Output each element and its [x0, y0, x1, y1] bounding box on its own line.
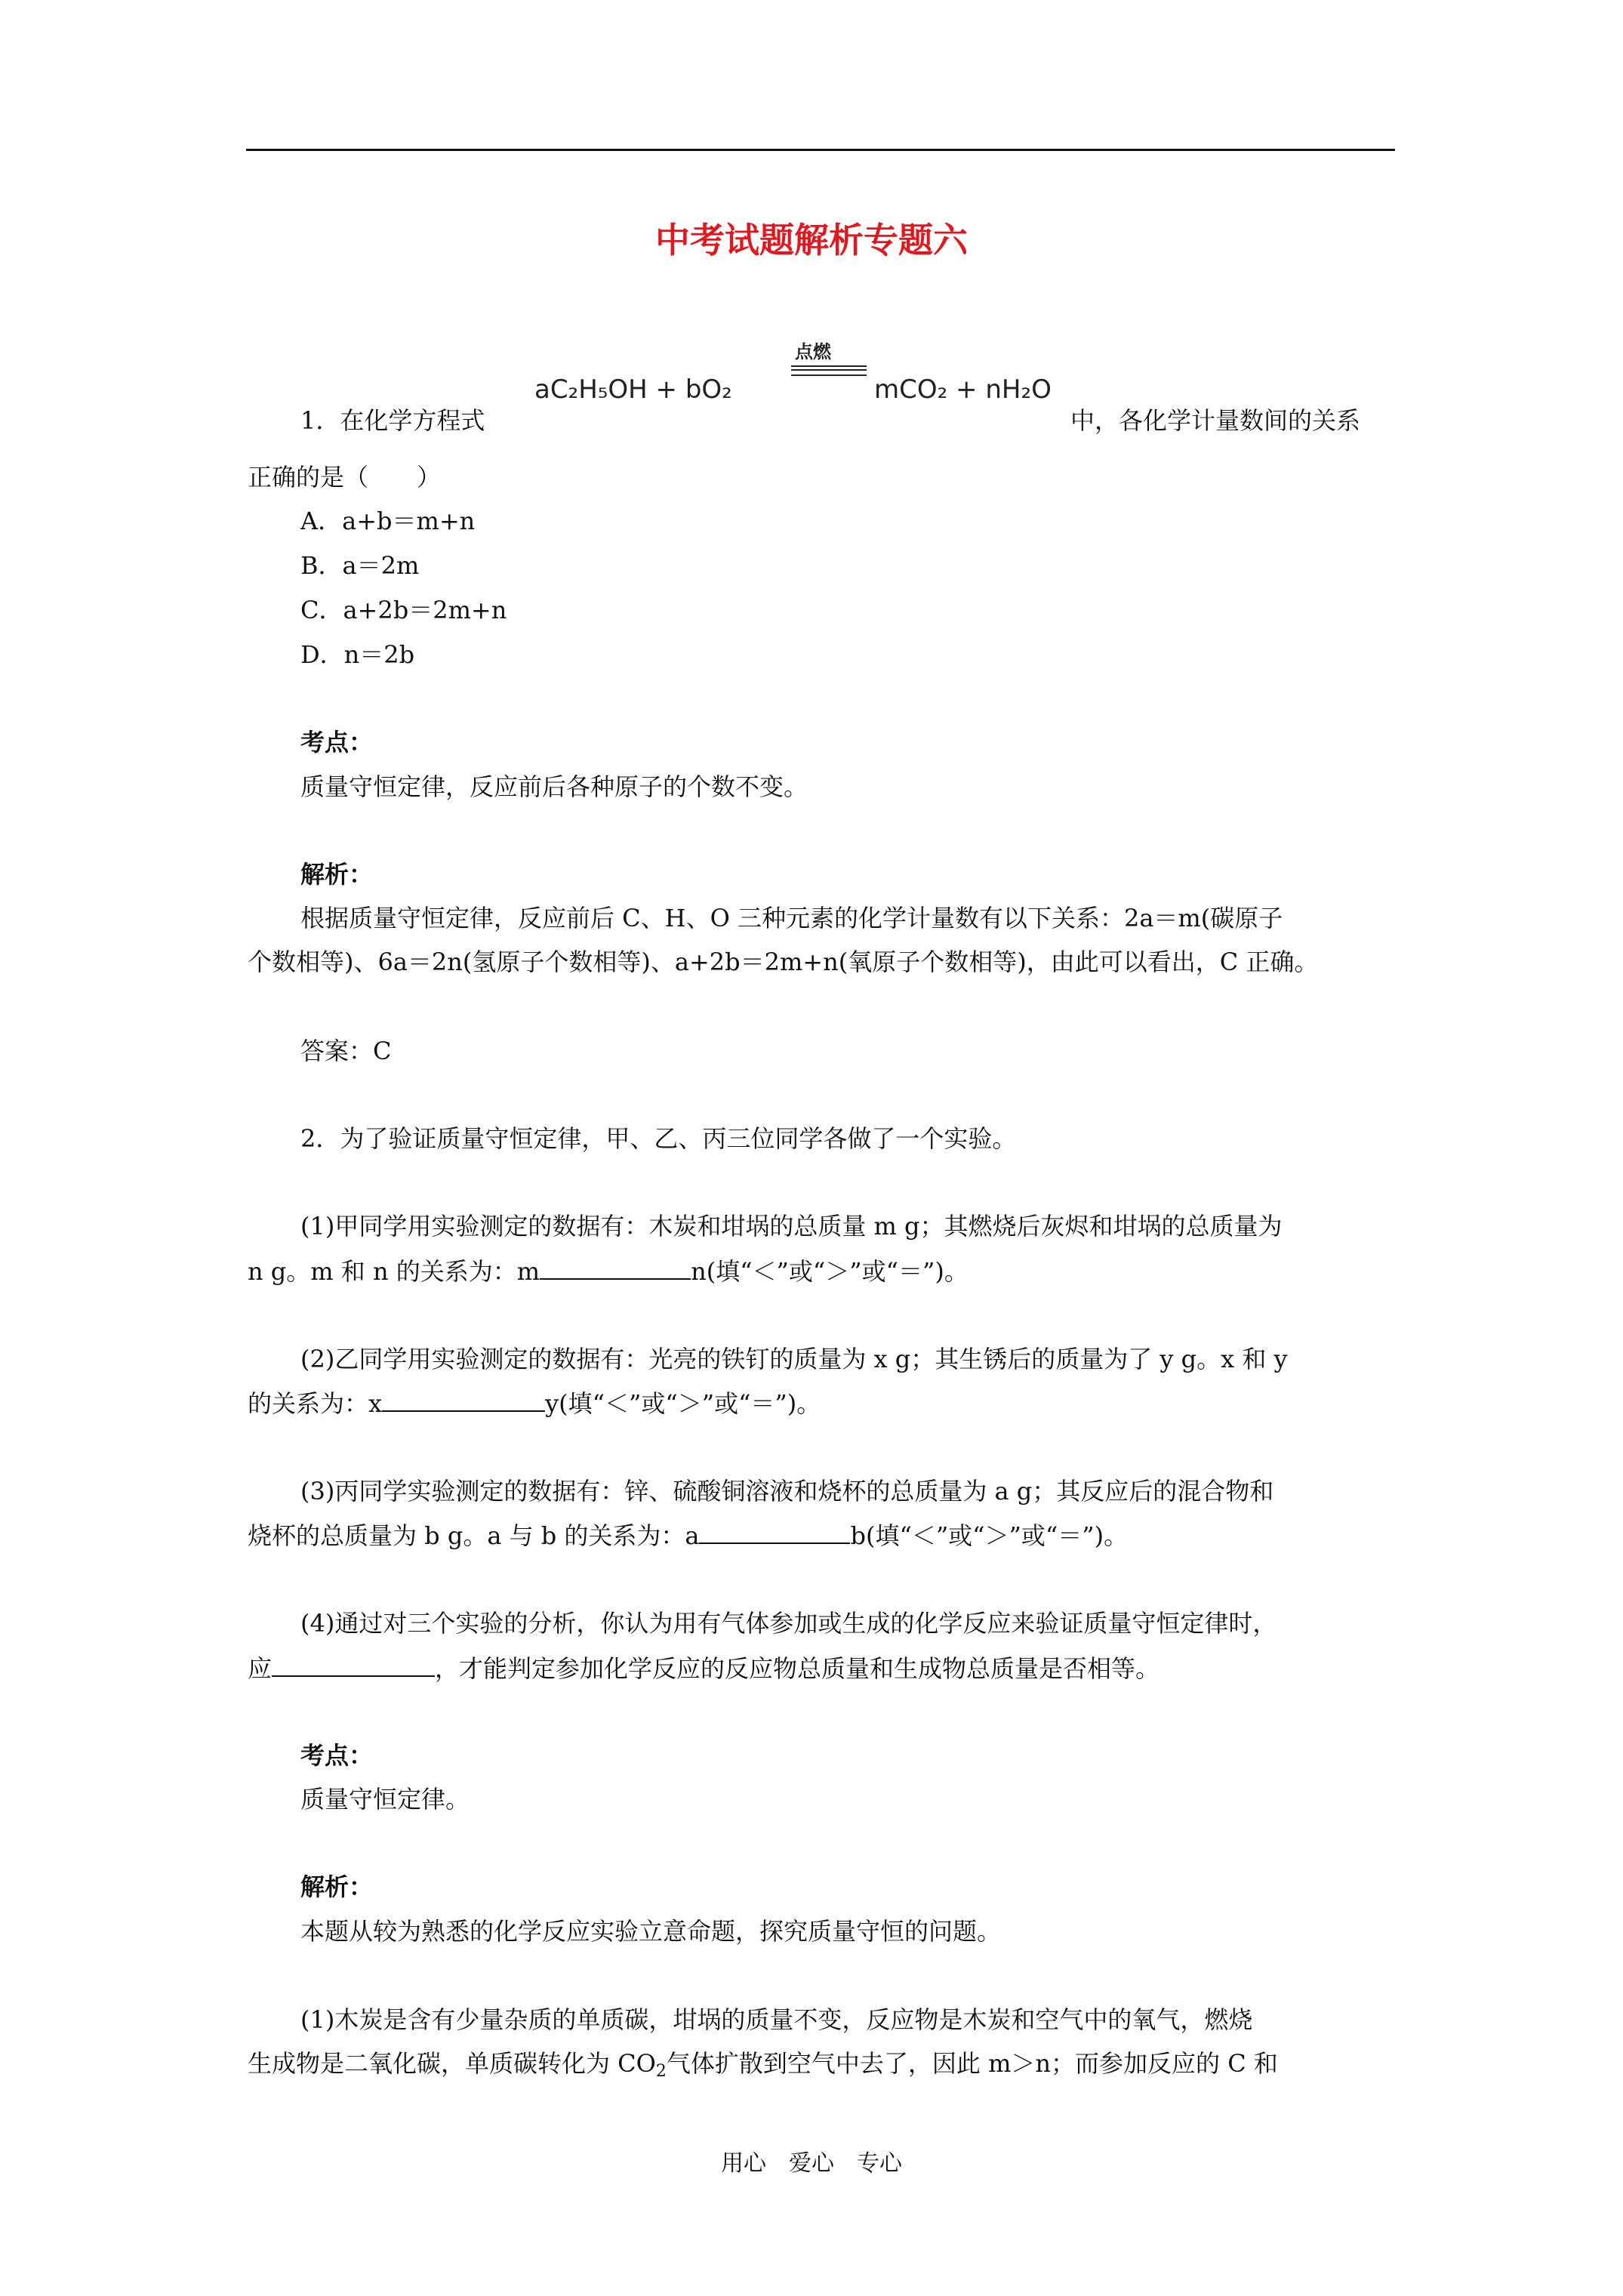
q1-option-c: C．a+2b＝2m+n [300, 596, 507, 624]
q1-option-a: A．a+b＝m+n [300, 507, 476, 535]
q1-jiexi-line2: 个数相等)、6a＝2n(氢原子个数相等)、a+2b＝2m+n(氧原子个数相等)，由此可以看出，C 正确。 [248, 948, 1319, 976]
q2-part3-line2 [248, 1520, 1128, 1551]
q1-answer: 答案：C [300, 1037, 392, 1065]
q1-kaodian-text: 质量守恒定律，反应前后各种原子的个数不变。 [300, 772, 808, 801]
q2-part2-text-b: y(填“＜”或“＞”或“＝”)。 [545, 1389, 821, 1418]
q2-part2-text-a: 的关系为：x [248, 1389, 383, 1418]
q1-option-b: B．a＝2m [300, 551, 420, 580]
equation-right: mCO₂ + nH₂O [874, 374, 1052, 405]
q2-part2-blank[interactable] [382, 1388, 545, 1412]
q1-tail: 中，各化学计量数间的关系 [1070, 406, 1361, 435]
q2-part4-text-a: 应 [248, 1654, 273, 1683]
q1-option-d: D．n＝2b [300, 640, 415, 669]
page-title: 中考试题解析专题六 [655, 220, 968, 260]
q2-analysis-1-line2 [248, 2048, 1278, 2087]
page-footer: 用心 爱心 专心 [721, 2150, 902, 2177]
equation-equals-sign [791, 365, 867, 376]
q2-stem: 2．为了验证质量守恒定律，甲、乙、丙三位同学各做了一个实验。 [300, 1124, 1017, 1153]
q2-part3-text-a: 烧杯的总质量为 b g。a 与 b 的关系为：a [248, 1521, 700, 1550]
co2-subscript: 2 [655, 2062, 667, 2081]
q2-part2-line1: (2)乙同学用实验测定的数据有：光亮的铁钉的质量为 x g；其生锈后的质量为了 y g。x 和 y [300, 1345, 1288, 1373]
q2-part1-text-a: n g。m 和 n 的关系为：m [248, 1257, 540, 1286]
equation-condition: 点燃 [795, 341, 831, 362]
q2-part1-text-b: n(填“＜”或“＞”或“＝”)。 [691, 1257, 969, 1286]
q1-kaodian-label: 考点： [300, 728, 374, 757]
q2-part3-line1: (3)丙同学实验测定的数据有：锌、硫酸铜溶液和烧杯的总质量为 a g；其反应后的混合物和 [300, 1477, 1274, 1505]
q2-analysis-1-text-a: 生成物是二氧化碳，单质碳转化为 CO [248, 2049, 656, 2078]
q2-part1-blank[interactable] [540, 1256, 691, 1280]
q2-part1-line2 [248, 1256, 969, 1287]
header-rule [246, 149, 1395, 151]
equation-left: aC₂H₅OH + bO₂ [534, 374, 732, 405]
q2-analysis-1-line1: (1)木炭是含有少量杂质的单质碳，坩埚的质量不变，反应物是木炭和空气中的氧气，燃烧 [300, 2005, 1253, 2034]
q2-part1-line1: (1)甲同学用实验测定的数据有：木炭和坩埚的总质量 m g；其燃烧后灰烬和坩埚的总质量为 [300, 1212, 1283, 1240]
q2-kaodian-text: 质量守恒定律。 [300, 1785, 470, 1814]
q2-jiexi-text: 本题从较为熟悉的化学反应实验立意命题，探究质量守恒的问题。 [300, 1917, 1002, 1946]
q2-part3-blank[interactable] [699, 1520, 850, 1544]
q2-part3-text-b: b(填“＜”或“＞”或“＝”)。 [850, 1521, 1129, 1550]
q2-analysis-1-text-b: 气体扩散到空气中去了，因此 m＞n；而参加反应的 C 和 [666, 2049, 1278, 2078]
chemical-equation [534, 337, 1055, 405]
q2-part4-text-b: ，才能判定参加化学反应的反应物总质量和生成物总质量是否相等。 [435, 1654, 1160, 1683]
q1-jiexi-line1: 根据质量守恒定律，反应前后 C、H、O 三种元素的化学计量数有以下关系：2a＝m(碳原子 [300, 904, 1283, 932]
q1-lead: 1．在化学方程式 [300, 406, 485, 435]
q2-part4-line1: (4)通过对三个实验的分析，你认为用有气体参加或生成的化学反应来验证质量守恒定律时， [300, 1609, 1277, 1638]
q2-part2-line2 [248, 1388, 821, 1419]
q2-kaodian-label: 考点： [300, 1741, 374, 1770]
q2-part4-line2 [248, 1653, 1160, 1684]
q1-jiexi-label: 解析： [300, 860, 374, 889]
q2-jiexi-label: 解析： [300, 1872, 374, 1901]
q1-line2: 正确的是（ ） [248, 463, 442, 492]
q2-part4-blank[interactable] [272, 1653, 435, 1677]
